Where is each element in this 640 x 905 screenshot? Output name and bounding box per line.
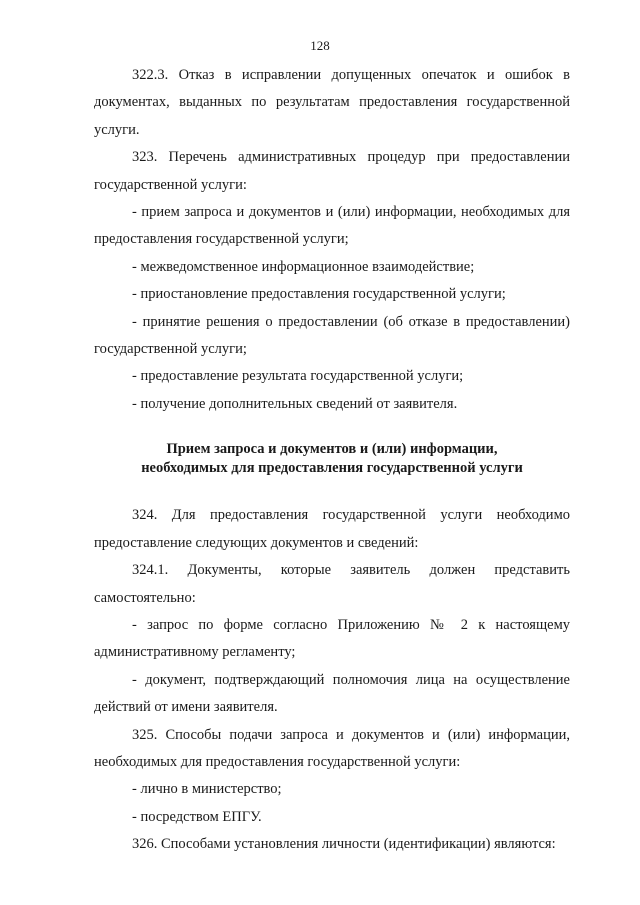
list-item-decision: - принятие решения о предоставлении (об отказе в предоставлении) государственной услуги;	[94, 313, 570, 358]
page-number: 128	[310, 38, 330, 53]
list-item-interagency: - межведомственное информационное взаимодействие;	[132, 258, 475, 275]
section-heading	[94, 440, 570, 478]
section-heading-line-2: необходимых для предоставления государственной услуги	[141, 460, 523, 477]
list-item-suspension: - приостановление предоставления государственной услуги;	[132, 286, 506, 303]
paragraph-325: 325. Способы подачи запроса и документов и (или) информации, необходимых для предоставления государственной услуги:	[94, 726, 570, 770]
paragraph-324-1: 324.1. Документы, которые заявитель должен представить самостоятельно:	[94, 562, 570, 606]
list-item-result: - предоставление результата государственной услуги;	[132, 368, 464, 385]
paragraph-322-3: 322.3. Отказ в исправлении допущенных опечаток и ошибок в документах, выданных по результатам предоставления государственной услуги.	[94, 67, 570, 138]
list-item-additional-info: - получение дополнительных сведений от заявителя.	[132, 395, 458, 412]
document-body	[94, 62, 570, 859]
list-item-request-form: - запрос по форме согласно Приложению № 2 к настоящему административному регламенту;	[94, 616, 570, 661]
list-item-receive-request: - прием запроса и документов и (или) информации, необходимых для предоставления государственной услуги;	[94, 204, 570, 248]
paragraph-324: 324. Для предоставления государственной услуги необходимо предоставление следующих документов и сведений:	[94, 507, 570, 551]
section-heading-line-1: Прием запроса и документов и (или) информации,	[166, 441, 498, 458]
paragraph-323: 323. Перечень административных процедур при предоставлении государственной услуги:	[94, 149, 570, 193]
list-item-epgu: - посредством ЕПГУ.	[132, 808, 262, 825]
paragraph-326: 326. Способами установления личности (идентификации) являются:	[132, 836, 556, 853]
list-item-authority-document: - документ, подтверждающий полномочия лица на осуществление действий от имени заявителя.	[94, 671, 570, 716]
list-item-in-person: - лично в министерство;	[132, 781, 282, 798]
